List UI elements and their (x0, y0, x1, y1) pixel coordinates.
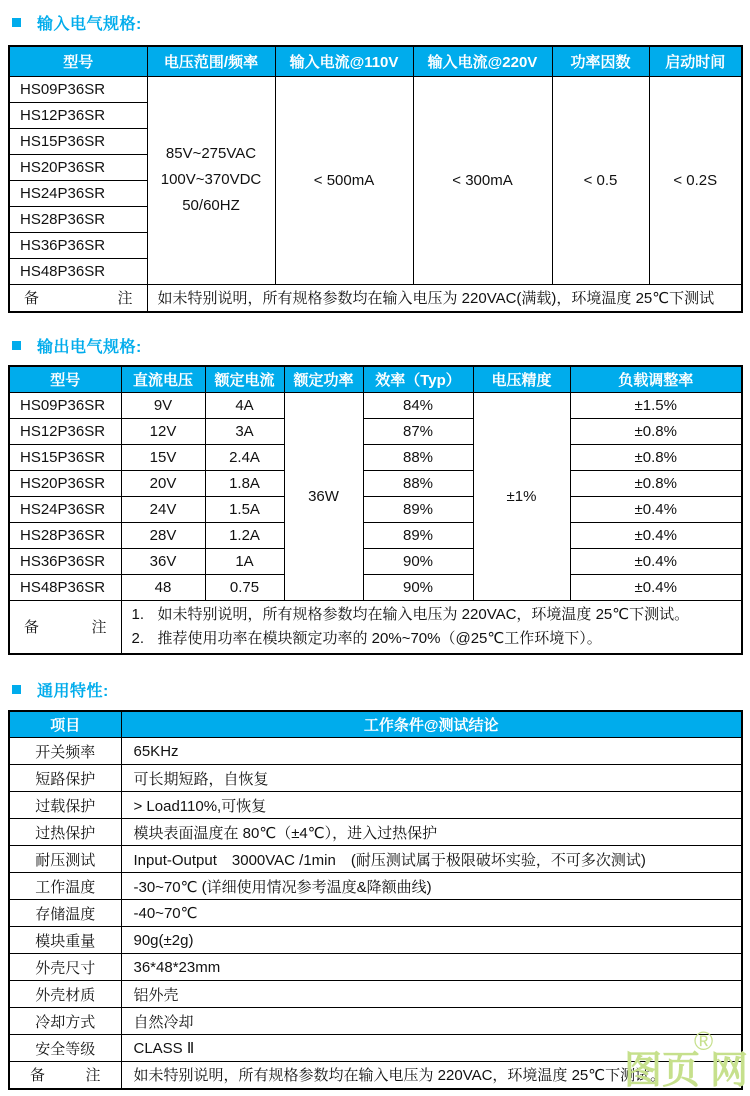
square-bullet-icon (12, 18, 21, 27)
remark-text: 如未特别说明，所有规格参数均在输入电压为 220VAC，环境温度 25℃下测试。 (121, 1062, 742, 1089)
table-row (9, 873, 742, 900)
output-specs-section-title (12, 335, 750, 356)
value-cell: > Load110%,可恢复 (121, 792, 742, 819)
rated-current-cell: 0.75 (205, 574, 284, 600)
remark-line-2: 2. 推荐使用功率在模块额定功率的 20%~70%（@25℃工作环境下）。 (131, 629, 602, 647)
efficiency-cell: 84% (363, 392, 473, 418)
value-cell: -30~70℃ (详细使用情况参考温度&降额曲线) (121, 873, 742, 900)
col-header-efficiency: 效率（Typ） (363, 366, 473, 392)
remark-label-left: 备 (24, 619, 40, 636)
item-cell: 存储温度 (9, 900, 121, 927)
table-row (9, 792, 742, 819)
efficiency-cell: 88% (363, 470, 473, 496)
value-cell: 可长期短路，自恢复 (121, 765, 742, 792)
input-specs-table (8, 45, 743, 313)
table-row (9, 819, 742, 846)
voltage-range-cell (147, 76, 275, 284)
general-specs-section-title (12, 679, 750, 700)
efficiency-cell: 89% (363, 496, 473, 522)
voltage-accuracy-cell: ±1% (473, 392, 570, 600)
col-header-power-factor: 功率因数 (552, 46, 649, 76)
general-specs-table (8, 710, 743, 1090)
table-row (9, 765, 742, 792)
model-cell: HS12P36SR (9, 102, 147, 128)
registered-trademark-icon: ® (694, 1026, 714, 1056)
model-cell: HS15P36SR (9, 444, 121, 470)
section-title-text: 输入电气规格: (37, 16, 142, 33)
dc-voltage-cell: 36V (121, 548, 205, 574)
model-cell: HS48P36SR (9, 258, 147, 284)
dc-voltage-cell: 24V (121, 496, 205, 522)
input-current-110-cell: < 500mA (275, 76, 413, 284)
startup-time-cell: < 0.2S (649, 76, 742, 284)
dc-voltage-cell: 20V (121, 470, 205, 496)
model-cell: HS09P36SR (9, 76, 147, 102)
model-cell: HS24P36SR (9, 496, 121, 522)
table-row (9, 927, 742, 954)
value-cell: 90g(±2g) (121, 927, 742, 954)
remark-row (9, 600, 742, 654)
value-cell: 铝外壳 (121, 981, 742, 1008)
remark-label-left: 备 (24, 290, 40, 308)
item-cell: 开关频率 (9, 738, 121, 765)
rated-current-cell: 4A (205, 392, 284, 418)
col-header-rated-current: 额定电流 (205, 366, 284, 392)
load-regulation-cell: ±0.4% (570, 574, 742, 600)
dc-voltage-cell: 12V (121, 418, 205, 444)
remark-label-cell (9, 600, 121, 654)
voltage-range-ac: 85V~275VAC (165, 145, 257, 162)
remark-label-cell (9, 1062, 121, 1089)
table-row (9, 1035, 742, 1062)
table-row (9, 522, 742, 548)
remark-label-right: 注 (91, 619, 107, 636)
col-header-load-regulation: 负载调整率 (570, 366, 742, 392)
remark-text: 如未特别说明，所有规格参数均在输入电压为 220VAC(满载)，环境温度 25℃下测试 (147, 284, 742, 312)
remark-label-right: 注 (117, 290, 133, 308)
value-cell: 模块表面温度在 80℃（±4℃），进入过热保护 (121, 819, 742, 846)
load-regulation-cell: ±0.8% (570, 470, 742, 496)
model-cell: HS20P36SR (9, 470, 121, 496)
dc-voltage-cell: 48 (121, 574, 205, 600)
square-bullet-icon (12, 685, 21, 694)
rated-current-cell: 1A (205, 548, 284, 574)
col-header-startup-time: 启动时间 (649, 46, 742, 76)
efficiency-cell: 89% (363, 522, 473, 548)
load-regulation-cell: ±0.4% (570, 548, 742, 574)
item-cell: 外壳尺寸 (9, 954, 121, 981)
table-row (9, 392, 742, 418)
table-header-row (9, 366, 742, 392)
load-regulation-cell: ±0.8% (570, 444, 742, 470)
model-cell: HS36P36SR (9, 232, 147, 258)
value-cell: Input-Output 3000VAC /1min (耐压测试属于极限破坏实验，不可多次测试) (121, 846, 742, 873)
efficiency-cell: 87% (363, 418, 473, 444)
load-regulation-cell: ±0.4% (570, 522, 742, 548)
watermark-text-left: 图页 (624, 1050, 701, 1092)
table-row (9, 738, 742, 765)
item-cell: 工作温度 (9, 873, 121, 900)
watermark-text-right: 网 (710, 1050, 749, 1092)
value-cell: 65KHz (121, 738, 742, 765)
rated-power-cell: 36W (284, 392, 363, 600)
col-header-rated-power: 额定功率 (284, 366, 363, 392)
item-cell: 过热保护 (9, 819, 121, 846)
table-row (9, 418, 742, 444)
value-cell: 36*48*23mm (121, 954, 742, 981)
rated-current-cell: 1.8A (205, 470, 284, 496)
table-row (9, 900, 742, 927)
item-cell: 外壳材质 (9, 981, 121, 1008)
square-bullet-icon (12, 341, 21, 350)
model-cell: HS28P36SR (9, 522, 121, 548)
rated-current-cell: 1.2A (205, 522, 284, 548)
remark-label-cell (9, 284, 147, 312)
rated-current-cell: 2.4A (205, 444, 284, 470)
table-row (9, 846, 742, 873)
load-regulation-cell: ±0.8% (570, 418, 742, 444)
load-regulation-cell: ±1.5% (570, 392, 742, 418)
table-header-row (9, 711, 742, 738)
dc-voltage-cell: 28V (121, 522, 205, 548)
section-title-text: 输出电气规格: (37, 339, 142, 356)
model-cell: HS12P36SR (9, 418, 121, 444)
table-header-row (9, 46, 742, 76)
efficiency-cell: 90% (363, 574, 473, 600)
item-cell: 耐压测试 (9, 846, 121, 873)
col-header-input-current-110: 输入电流@110V (275, 46, 413, 76)
table-row (9, 574, 742, 600)
frequency: 50/60HZ (182, 197, 240, 214)
remark-line-1: 1. 如未特别说明，所有规格参数均在输入电压为 220VAC，环境温度 25℃下测试。 (131, 605, 690, 623)
col-header-conditions: 工作条件@测试结论 (121, 711, 742, 738)
col-header-dc-voltage: 直流电压 (121, 366, 205, 392)
item-cell: 冷却方式 (9, 1008, 121, 1035)
table-row (9, 1008, 742, 1035)
model-cell: HS36P36SR (9, 548, 121, 574)
table-row (9, 496, 742, 522)
col-header-voltage-range: 电压范围/频率 (147, 46, 275, 76)
col-header-voltage-accuracy: 电压精度 (473, 366, 570, 392)
model-cell: HS15P36SR (9, 128, 147, 154)
model-cell: HS24P36SR (9, 180, 147, 206)
dc-voltage-cell: 15V (121, 444, 205, 470)
model-cell: HS28P36SR (9, 206, 147, 232)
dc-voltage-cell: 9V (121, 392, 205, 418)
model-cell: HS20P36SR (9, 154, 147, 180)
table-row (9, 548, 742, 574)
output-specs-table (8, 365, 743, 655)
remark-list-cell (121, 600, 742, 654)
section-title-text: 通用特性: (37, 682, 109, 700)
efficiency-cell: 90% (363, 548, 473, 574)
rated-current-cell: 3A (205, 418, 284, 444)
table-row (9, 981, 742, 1008)
table-row (9, 954, 742, 981)
remark-row (9, 284, 742, 312)
table-row (9, 76, 742, 102)
load-regulation-cell: ±0.4% (570, 496, 742, 522)
col-header-model: 型号 (9, 366, 121, 392)
value-cell: CLASS Ⅱ (121, 1035, 742, 1062)
value-cell: 自然冷却 (121, 1008, 742, 1035)
col-header-item: 项目 (9, 711, 121, 738)
table-row (9, 470, 742, 496)
model-cell: HS09P36SR (9, 392, 121, 418)
item-cell: 短路保护 (9, 765, 121, 792)
voltage-range-dc: 100V~370VDC (160, 171, 262, 188)
input-specs-section-title (12, 12, 750, 33)
item-cell: 模块重量 (9, 927, 121, 954)
power-factor-cell: < 0.5 (552, 76, 649, 284)
efficiency-cell: 88% (363, 444, 473, 470)
col-header-model: 型号 (9, 46, 147, 76)
value-cell: -40~70℃ (121, 900, 742, 927)
remark-row (9, 1062, 742, 1089)
remark-label-left: 备 (30, 1067, 46, 1085)
item-cell: 过载保护 (9, 792, 121, 819)
item-cell: 安全等级 (9, 1035, 121, 1062)
col-header-input-current-220: 输入电流@220V (413, 46, 552, 76)
model-cell: HS48P36SR (9, 574, 121, 600)
input-current-220-cell: < 300mA (413, 76, 552, 284)
table-row (9, 444, 742, 470)
rated-current-cell: 1.5A (205, 496, 284, 522)
remark-label-right: 注 (85, 1067, 101, 1085)
